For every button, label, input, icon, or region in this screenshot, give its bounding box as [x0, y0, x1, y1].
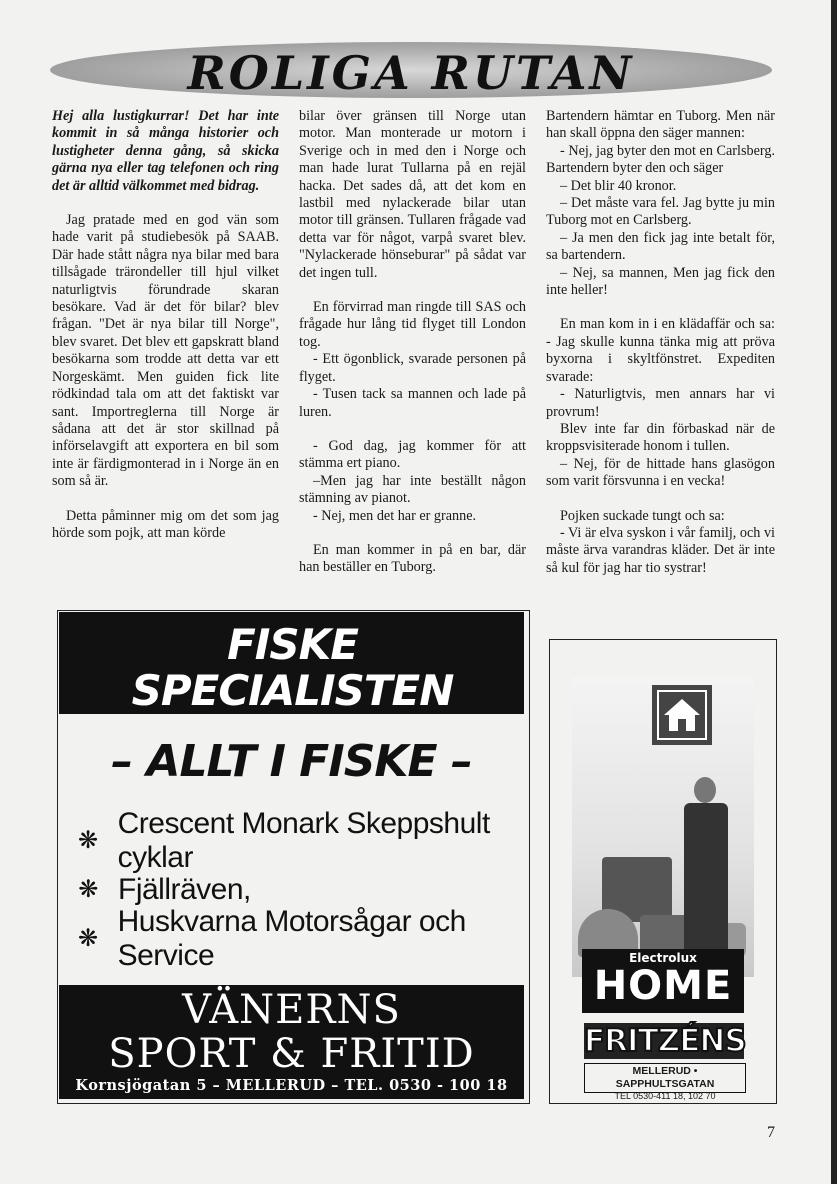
text-column-3 — [546, 108, 775, 577]
joke-line: - Nej, men det har er granne. — [313, 507, 477, 524]
ad-footer — [59, 985, 524, 1099]
joke-line: - Nej, jag byter den mot en Carlsberg. Bartendern byter den och säger — [546, 142, 775, 177]
story-continuation: Detta påminner mig om det som jag hörde som pojk, att man körde — [52, 507, 279, 541]
store-address: Kornsjögatan 5 – MELLERUD – TEL. 0530 - 100 18 — [75, 1077, 508, 1094]
norway-cars-story: bilar över gränsen till Norge utan motor. Man monterade ur motorn i Sverige och in med den i Norge och man hade lurat Tullarna på en rejäl hacka. Det sades då, att det kom en lastbil med nylackerade bilar utan motor till gränsen. Tullaren frågade vad detta var för något, varpå svaret blev. "Nylackerade hönseburar" på sådat var det ingen tull. — [299, 108, 526, 281]
ad-title-line2: SPECIALISTEN — [131, 666, 454, 715]
joke-line: Bartendern hämtar en Tuborg. Men när han skall öppna den säger mannen: — [546, 108, 775, 142]
section-title: ROLIGA RUTAN — [187, 46, 635, 100]
ad-item-list — [78, 806, 529, 972]
joke-line: – Nej, sa mannen, Men jag fick den inte heller! — [546, 264, 775, 299]
joke-line: - Tusen tack sa mannen och lade på luren. — [299, 386, 526, 420]
joke-line: Blev inte far din förbaskad när de kroppsvisiterade honom i tullen. — [546, 420, 775, 455]
ad-item-text: Huskvarna Motorsågar och Service — [117, 904, 466, 972]
snowflake-bullet-icon: ❋ — [78, 876, 98, 903]
ad-title-line1: FISKE — [227, 620, 358, 669]
ad-list-item — [78, 806, 529, 874]
snowflake-bullet-icon: ❋ — [78, 827, 98, 854]
joke-line: – Det blir 40 kronor. — [560, 177, 677, 194]
joke-line: – Nej, för de hittade hans glasögon som varit försvunna i en vecka! — [546, 455, 775, 490]
joke-line: Pojken suckade tungt och sa: — [560, 507, 725, 524]
joke-line: - Naturligtvis, men annars har vi provrum! — [546, 386, 775, 420]
fiske-specialisten-ad — [57, 610, 530, 1104]
sas-joke — [299, 299, 526, 421]
ad-slogan: – ALLT I FISKE – — [111, 736, 472, 787]
house-logo-icon — [652, 685, 712, 745]
electrolux-home-logo — [582, 949, 744, 1013]
ad-list-item — [78, 904, 529, 972]
text-column-2 — [299, 108, 526, 594]
text-column-1 — [52, 108, 279, 559]
fritzens-logo: FRITZÉNS — [584, 1023, 746, 1059]
electrolux-home-ad — [549, 639, 777, 1104]
page-edge — [831, 0, 837, 1184]
appliance-photo — [572, 677, 754, 977]
woman-figure — [694, 777, 716, 803]
joke-line: - Vi är elva syskon i vår familj, och vi måste ärva varandras kläder. Det är inte så kul för jag har tio systrar! — [546, 524, 775, 576]
page-number: 7 — [767, 1124, 775, 1141]
intro-paragraph: Hej alla lustigkurrar! Det har inte kommit in så många historier och lustigheter denna gång, så skicka gärna nya eller tag telefonen och ring det är alltid välkommet med bidrag. — [52, 108, 279, 194]
joke-line: –Men jag har inte beställt någon stämning av pianot. — [299, 472, 526, 507]
bar-joke-start: En man kommer in på en bar, där han beställer en Tuborg. — [299, 541, 526, 576]
ad-header — [59, 612, 524, 714]
joke-line: – Det måste vara fel. Jag bytte ju min Tuborg mot en Carlsberg. — [546, 195, 775, 229]
ad-item-text: Fjällräven, — [118, 872, 251, 906]
joke-line: - Ett ögonblick, svarade personen på flyget. — [299, 351, 526, 385]
store-info-box — [584, 1063, 746, 1101]
ad-item-text: Crescent Monark Skeppshult cyklar — [117, 806, 490, 874]
section-banner — [50, 42, 772, 98]
joke-line: - God dag, jag kommer för att stämma ert piano. — [299, 437, 526, 472]
saab-story: Jag pratade med en god vän som hade varit på studiebesök på SAAB. Där hade stått några nya bilar med bara tillsågade trärondeller till hjul vilket naturligtvis förundrade skaran besökare. Vad är det för bilar? blev frågan. "Det är nya bilar till Norge", blev svaret. Det blev ett gapskratt bland besökarna som trodde att detta var ett Norgeskämt. Men guiden fick lite rödkindad tala om att det faktiskt var sant. Importreglerna till Norge är sådana att det är stor skillnad på införselavgift att exportera en bil som inte är färdigmonterad in i Norge än en som så är. — [52, 212, 279, 490]
bar-joke — [546, 108, 775, 299]
joke-line: En förvirrad man ringde till SAS och frågade hur lång tid flyget till London tog. — [299, 299, 526, 350]
snowflake-bullet-icon: ❋ — [78, 925, 98, 952]
clothes-joke — [546, 316, 775, 490]
woman-figure-body — [684, 803, 728, 953]
store-name-line2: SPORT & FRITID — [108, 1031, 475, 1077]
home-wordmark: HOME — [593, 963, 733, 1009]
piano-joke — [299, 438, 526, 525]
store-phone: TEL 0530-411 18, 102 70 — [614, 1091, 716, 1101]
store-name-line1: VÄNERNS — [182, 987, 401, 1033]
electrolux-brand: Electrolux — [629, 951, 697, 965]
store-location: MELLERUD • SAPPHULTSGATAN — [615, 1065, 715, 1090]
joke-line: En man kom in i en klädaffär och sa: - Jag skulle kunna tänka mig att pröva byxorna i skyltfönstret. Expediten svarade: — [546, 316, 775, 385]
siblings-joke — [546, 508, 775, 578]
joke-line: – Ja men den fick jag inte betalt för, sa bartendern. — [546, 229, 775, 264]
